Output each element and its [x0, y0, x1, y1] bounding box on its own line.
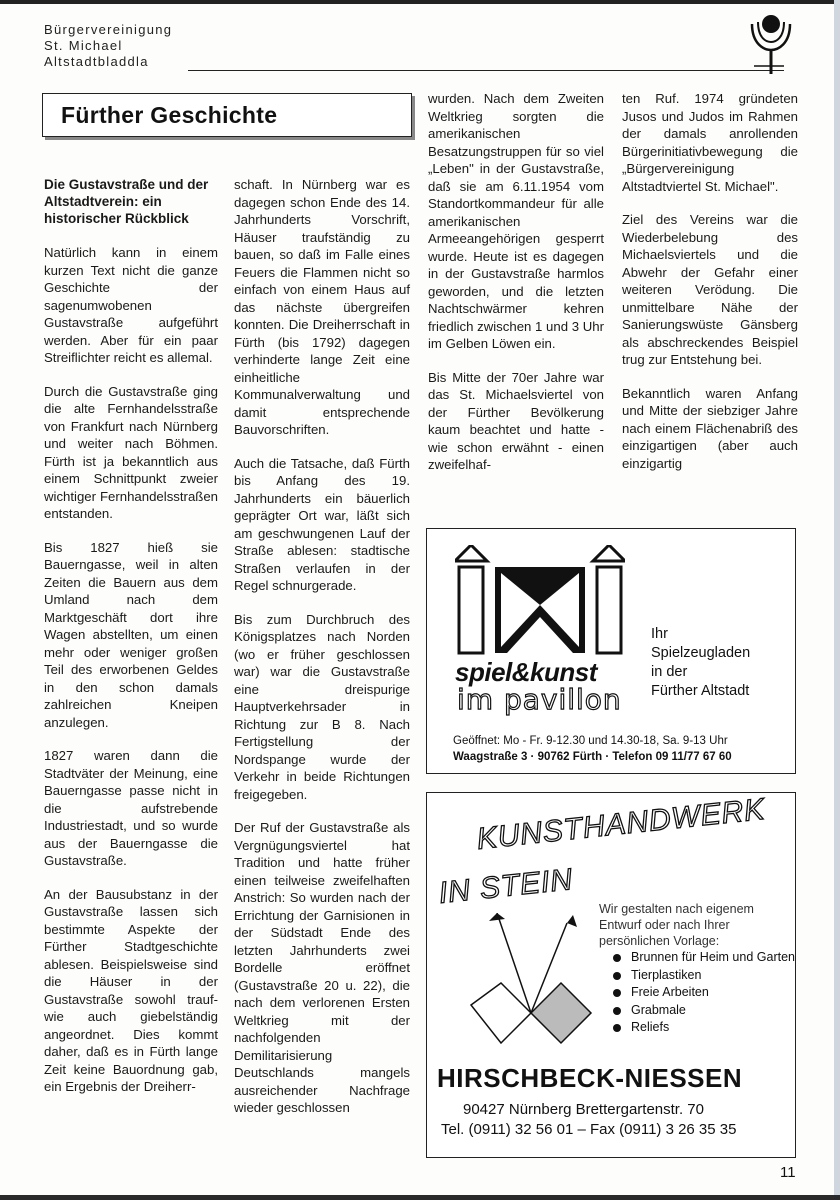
- article-paragraph: Ziel des Vereins war die Wiederbelebung des Michaelsviertels und die Abwehr der Gefahr einer weiteren Verödung. Die unmittelbare Nähe der Sanierungswüste Gänsberg als abschreckendes Beispiel trug zur Entstehung bei.: [622, 212, 798, 367]
- shop-address: Waagstraße 3 · 90762 Fürth · Telefon 09 11/77 67 60: [453, 751, 732, 763]
- bottom-border: [0, 1195, 840, 1200]
- masthead-line2: St. Michael: [44, 38, 123, 53]
- service-item: Tierplastiken: [607, 967, 795, 985]
- article-paragraph: Natürlich kann in einem kurzen Text nicht die ganze Geschichte der sagenumwobenen Gustavstraße aufgeführt werden. Aber für ein paar Streiflichter reicht es allemal.: [44, 245, 218, 365]
- shop-brand-name: spiel&kunst: [455, 657, 597, 687]
- service-item: Reliefs: [607, 1019, 795, 1037]
- article-paragraph: Auch die Tatsache, daß Fürth bis Anfang des 19. Jahrhunderts ein bäuerlich geprägter Ort war, läßt sich am geschwungenen Lauf der Straße ablesen: stadtische Straßen verlaufen in der Regel schnurgerade.: [234, 455, 410, 593]
- article-heading: Die Gustavstraße und der Altstadtverein: ein historischer Rückblick: [44, 177, 209, 226]
- ad-headline: KUNSTHANDWERK: [475, 792, 767, 856]
- top-border: [0, 0, 840, 4]
- tagline-line: in der: [651, 664, 688, 680]
- tagline-line: Fürther Altstadt: [651, 683, 750, 699]
- article-paragraph: schaft. In Nürnberg war es dagegen schon Ende des 14. Jahrhunderts Vorschrift, Häuser traufständig zu bauen, so daß im Falle eines Feuers die Flammen nicht so einfach von einem Haus auf das nächste übergreifen konnten. Die Dreiherrschaft in Fürth (bis 1792) dagegen verhinderte lange Zeit eine einheitliche Kommunalverwaltung und damit entsprechende Bauvorschriften.: [234, 177, 410, 437]
- article-paragraph: Bekanntlich waren Anfang und Mitte der siebziger Jahre nach einem Flächenabriß des einzigartigen (aber auch einzigartig: [622, 385, 798, 471]
- chisel-mallet-logo-icon: [467, 913, 597, 1053]
- article-paragraph: Bis zum Durchbruch des Königsplatzes nach Norden (wo er früher geschlossen war) war die Gustavstraße eine dreispurige Hauptverkehrsader in Richtung zur B 8. Nach Fertigstellung der Nordspange wurde der Verkehr in beide Richtungen freigegeben.: [234, 611, 410, 802]
- article-paragraph: Bis 1827 hieß sie Bauerngasse, weil in alten Zeiten die Bauern aus dem Umland nach dem Marktgeschäft dort ihre Wagen abstellten, um einen mehr oder weniger großen Teil des erworbenen Geldes in den schon damals zahlreichen Kneipen anzulegen.: [44, 539, 218, 730]
- masthead-line3: Altstadtbladdla: [44, 54, 149, 69]
- service-item: Grabmale: [607, 1002, 795, 1020]
- article-column-4: [622, 90, 798, 488]
- intro-line: persönlichen Vorlage:: [599, 934, 720, 948]
- masthead: [44, 22, 172, 70]
- masthead-rule: [188, 70, 784, 71]
- section-title-box: [42, 93, 412, 137]
- association-logo-icon: [744, 8, 800, 80]
- article-paragraph: wurden. Nach dem Zweiten Weltkrieg sorgten die amerikanischen Besatzungstruppen für so viel „Leben" in der Gustavstraße, daß sie am 6.11.1954 vom Standortkommandeur für alle amerikanischen Armeeangehörigen gesperrt wurde. Heute ist es dagegen in der Gustavstraße harmlos geworden, und die letzten Nachtschwärmer kehren friedlich zwischen 1 und 3 Uhr im Gelben Löwen ein.: [428, 91, 604, 351]
- company-name: HIRSCHBECK-NIESSEN: [437, 1063, 743, 1093]
- intro-line: Wir gestalten nach eigenem: [599, 902, 754, 916]
- tagline-line: Ihr: [651, 626, 668, 642]
- masthead-line1: Bürgervereinigung: [44, 22, 173, 37]
- ad-headline-2: IN STEIN: [437, 863, 575, 910]
- services-list: [607, 949, 795, 1037]
- service-item: Freie Arbeiten: [607, 984, 795, 1002]
- article-paragraph: Durch die Gustavstraße ging die alte Fernhandelsstraße von Frankfurt nach Nürnberg und weiter nach Böhmen. Fürth ist ja bekanntlich aus einem Schnittpunkt zweier wichtiger Fernhandelsstraßen entstanden.: [44, 383, 218, 521]
- tagline-line: Spielzeugladen: [651, 645, 751, 661]
- shop-tagline: [651, 625, 750, 701]
- article-paragraph: An der Bausubstanz in der Gustavstraße lassen sich bestimmte Aspekte der Fürther Stadtgeschichte ablesen. Beispielsweise sind die Häuser in der Gustavstraße sowohl trauf- wie auch giebelständig angeordnet. Dies kommt daher, daß es in Fürth lange Zeit keine Bauordnung gab, ein Ergebnis der Dreiherr-: [44, 886, 218, 1094]
- opening-hours: Geöffnet: Mo - Fr. 9-12.30 und 14.30-18, Sa. 9-13 Uhr: [453, 735, 728, 747]
- toy-shop-advertisement: [426, 528, 796, 774]
- company-phone: Tel. (0911) 32 56 01 – Fax (0911) 3 26 35 35: [441, 1121, 737, 1138]
- article-column-3: [428, 90, 604, 490]
- ad-intro: [599, 901, 754, 949]
- article-paragraph: Der Ruf der Gustavstraße als Vergnügungsviertel hat Tradition und hatte früher einen teilweise zweifelhaften Anstrich: So wurden nach der Errichtung der Garnisionen in der Südstadt Ende des letzten Jahrhunderts zwei Bordelle eröffnet (Gustavstraße 20 u. 22), die nach dem verlorenen Ersten Weltkrieg mit der nachfolgenden Demilitarisierung Deutschlands mangels ausreichender Nachfrage wieder geschlossen: [234, 820, 410, 1115]
- article-paragraph: ten Ruf. 1974 gründeten Jusos und Judos im Rahmen der damals anrollenden Bürgerinitiativbewegung die „Bürgervereinigung Altstadtviertel St. Michael".: [622, 91, 798, 194]
- service-item: Brunnen für Heim und Garten: [607, 949, 795, 967]
- intro-line: Entwurf oder nach Ihrer: [599, 918, 730, 932]
- page-number: 11: [780, 1164, 796, 1181]
- article-paragraph: Bis Mitte der 70er Jahre war das St. Michaelsviertel von der Fürther Bevölkerung kaum beachtet und hatte - wie schon erwähnt - einen zweifelhaf-: [428, 369, 604, 472]
- article-paragraph: 1827 waren dann die Stadtväter der Meinung, eine Bauerngasse passe nicht in die aufstrebende Industriestadt, und so wurde aus der Bauerngasse die Gustavstraße.: [44, 748, 218, 868]
- page-title: Fürther Geschichte: [61, 102, 278, 128]
- article-column-2: [234, 176, 410, 1133]
- article-column-1: [44, 176, 218, 1112]
- stonework-advertisement: [426, 792, 796, 1158]
- shop-brand-subtitle: im pavillon: [457, 683, 622, 716]
- right-edge: [834, 0, 840, 1200]
- company-address: 90427 Nürnberg Brettergartenstr. 70: [463, 1101, 704, 1118]
- spiel-kunst-logo-icon: [455, 545, 625, 657]
